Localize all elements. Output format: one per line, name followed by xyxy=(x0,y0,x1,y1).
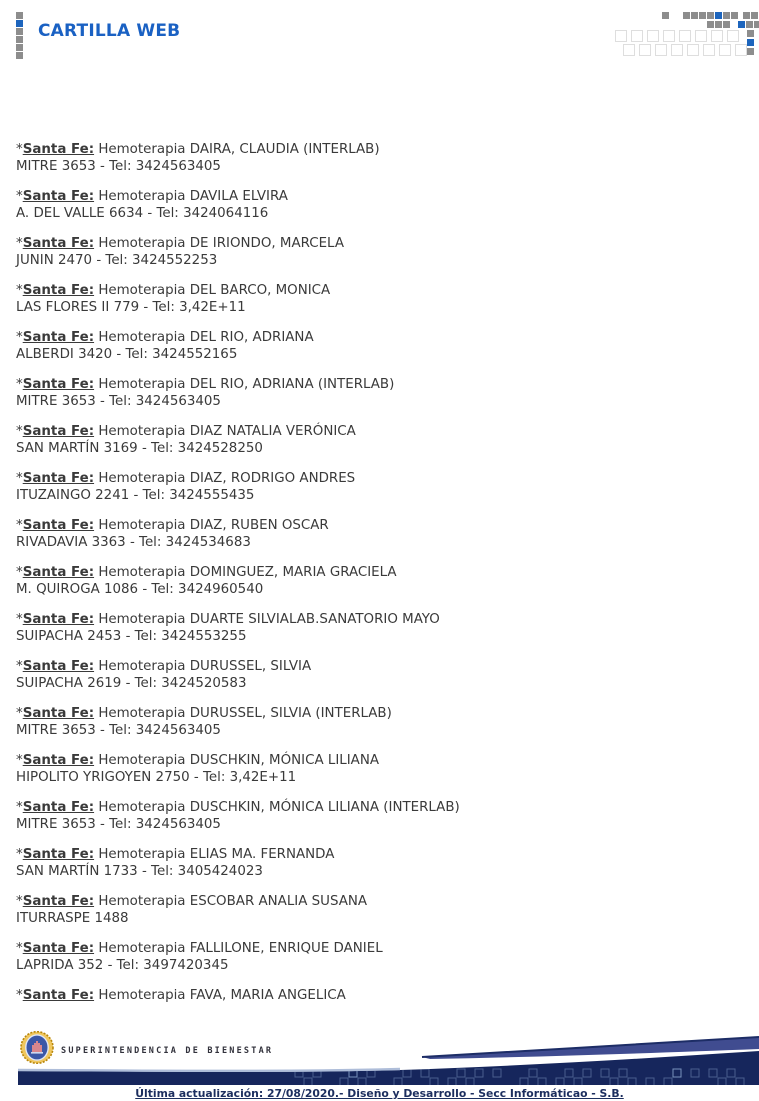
entry-line1 xyxy=(16,752,751,769)
provider-entry xyxy=(16,188,751,222)
entry-line1 xyxy=(16,329,751,346)
entry-line1 xyxy=(16,799,751,816)
entry-text: Hemoterapia DAIRA, CLAUDIA (INTERLAB) xyxy=(94,142,380,157)
entry-address: A. DEL VALLE 6634 - Tel: 3424064116 xyxy=(16,206,269,221)
entry-text: Hemoterapia DE IRIONDO, MARCELA xyxy=(94,236,344,251)
entry-prefix: * xyxy=(16,565,23,580)
entry-text: Hemoterapia FAVA, MARIA ANGELICA xyxy=(94,988,346,1003)
entry-prefix: * xyxy=(16,753,23,768)
entry-line1 xyxy=(16,376,751,393)
entry-prefix: * xyxy=(16,142,23,157)
entry-address: SAN MARTÍN 1733 - Tel: 3405424023 xyxy=(16,864,263,879)
province-label: Santa Fe: xyxy=(22,377,95,392)
entry-text: Hemoterapia DIAZ NATALIA VERÓNICA xyxy=(94,424,356,439)
entry-prefix: * xyxy=(16,800,23,815)
province-label: Santa Fe: xyxy=(22,189,95,204)
entry-address: MITRE 3653 - Tel: 3424563405 xyxy=(16,817,221,832)
entry-prefix: * xyxy=(16,471,23,486)
entry-prefix: * xyxy=(16,706,23,721)
last-update-text: Última actualización: 27/08/2020.- Diseño y Desarrollo - Secc Informáticao - S.B. xyxy=(135,1087,624,1100)
entry-address: MITRE 3653 - Tel: 3424563405 xyxy=(16,394,221,409)
entry-line1 xyxy=(16,705,751,722)
entry-text: Hemoterapia DUSCHKIN, MÓNICA LILIANA xyxy=(94,753,380,768)
entry-line1 xyxy=(16,235,751,252)
entry-text: Hemoterapia DIAZ, RUBEN OSCAR xyxy=(94,518,329,533)
province-label: Santa Fe: xyxy=(22,330,95,345)
entry-address: M. QUIROGA 1086 - Tel: 3424960540 xyxy=(16,582,264,597)
entry-prefix: * xyxy=(16,894,23,909)
entry-text: Hemoterapia FALLILONE, ENRIQUE DANIEL xyxy=(94,941,383,956)
entry-text: Hemoterapia DAVILA ELVIRA xyxy=(94,189,288,204)
provider-entry xyxy=(16,940,751,974)
entry-prefix: * xyxy=(16,424,23,439)
entry-line1 xyxy=(16,141,751,158)
entry-line1 xyxy=(16,893,751,910)
province-label: Santa Fe: xyxy=(22,659,95,674)
entry-line1 xyxy=(16,517,751,534)
mosaic-decoration-icon xyxy=(615,8,759,60)
provider-entry xyxy=(16,564,751,598)
entry-line1 xyxy=(16,846,751,863)
entry-line1 xyxy=(16,470,751,487)
province-label: Santa Fe: xyxy=(22,894,95,909)
province-label: Santa Fe: xyxy=(22,142,95,157)
province-label: Santa Fe: xyxy=(22,847,95,862)
province-label: Santa Fe: xyxy=(22,236,95,251)
entry-prefix: * xyxy=(16,283,23,298)
provider-entry xyxy=(16,611,751,645)
provider-entry xyxy=(16,282,751,316)
provider-entry xyxy=(16,799,751,833)
province-label: Santa Fe: xyxy=(22,941,95,956)
entry-line1 xyxy=(16,423,751,440)
entry-address: MITRE 3653 - Tel: 3424563405 xyxy=(16,723,221,738)
provider-entry xyxy=(16,752,751,786)
entry-address: ITURRASPE 1488 xyxy=(16,911,129,926)
entry-address: SUIPACHA 2453 - Tel: 3424553255 xyxy=(16,629,247,644)
provider-list xyxy=(16,141,751,1017)
entry-address: JUNIN 2470 - Tel: 3424552253 xyxy=(16,253,218,268)
entry-text: Hemoterapia DUARTE SILVIALAB.SANATORIO MAYO xyxy=(94,612,440,627)
logo-squares-icon xyxy=(16,12,24,62)
province-label: Santa Fe: xyxy=(22,706,95,721)
entry-text: Hemoterapia DUSCHKIN, MÓNICA LILIANA (INTERLAB) xyxy=(94,800,460,815)
entry-text: Hemoterapia DOMINGUEZ, MARIA GRACIELA xyxy=(94,565,397,580)
entry-text: Hemoterapia DIAZ, RODRIGO ANDRES xyxy=(94,471,356,486)
province-label: Santa Fe: xyxy=(22,424,95,439)
entry-prefix: * xyxy=(16,612,23,627)
entry-address: LAS FLORES II 779 - Tel: 3,42E+11 xyxy=(16,300,246,315)
province-label: Santa Fe: xyxy=(22,988,95,1003)
entry-line1 xyxy=(16,940,751,957)
entry-line1 xyxy=(16,564,751,581)
entry-prefix: * xyxy=(16,518,23,533)
entry-address: HIPOLITO YRIGOYEN 2750 - Tel: 3,42E+11 xyxy=(16,770,297,785)
province-label: Santa Fe: xyxy=(22,518,95,533)
entry-address: MITRE 3653 - Tel: 3424563405 xyxy=(16,159,221,174)
province-label: Santa Fe: xyxy=(22,800,95,815)
provider-entry xyxy=(16,376,751,410)
entry-address: SAN MARTÍN 3169 - Tel: 3424528250 xyxy=(16,441,263,456)
entry-prefix: * xyxy=(16,847,23,862)
swoosh-band xyxy=(18,1051,759,1085)
entry-address: RIVADAVIA 3363 - Tel: 3424534683 xyxy=(16,535,251,550)
provider-entry xyxy=(16,141,751,175)
province-label: Santa Fe: xyxy=(22,283,95,298)
provider-entry xyxy=(16,423,751,457)
entry-prefix: * xyxy=(16,377,23,392)
entry-prefix: * xyxy=(16,659,23,674)
entry-text: Hemoterapia DEL RIO, ADRIANA xyxy=(94,330,314,345)
province-label: Santa Fe: xyxy=(22,471,95,486)
provider-entry xyxy=(16,893,751,927)
entry-line1 xyxy=(16,987,751,1004)
entry-line1 xyxy=(16,282,751,299)
province-label: Santa Fe: xyxy=(22,753,95,768)
entry-text: Hemoterapia DURUSSEL, SILVIA (INTERLAB) xyxy=(94,706,392,721)
entry-line1 xyxy=(16,611,751,628)
entry-prefix: * xyxy=(16,236,23,251)
province-label: Santa Fe: xyxy=(22,612,95,627)
entry-text: Hemoterapia DEL RIO, ADRIANA (INTERLAB) xyxy=(94,377,395,392)
entry-address: SUIPACHA 2619 - Tel: 3424520583 xyxy=(16,676,247,691)
entry-prefix: * xyxy=(16,189,23,204)
provider-entry xyxy=(16,235,751,269)
entry-address: LAPRIDA 352 - Tel: 3497420345 xyxy=(16,958,229,973)
entry-text: Hemoterapia ESCOBAR ANALIA SUSANA xyxy=(94,894,368,909)
page-title: CARTILLA WEB xyxy=(38,21,181,41)
entry-address: ALBERDI 3420 - Tel: 3424552165 xyxy=(16,347,238,362)
footer-swoosh xyxy=(0,1036,759,1086)
org-name: SUPERINTENDENCIA DE BIENESTAR xyxy=(61,1046,274,1056)
province-label: Santa Fe: xyxy=(22,565,95,580)
provider-entry xyxy=(16,470,751,504)
entry-line1 xyxy=(16,658,751,675)
entry-address: ITUZAINGO 2241 - Tel: 3424555435 xyxy=(16,488,255,503)
entry-prefix: * xyxy=(16,988,23,1003)
provider-entry xyxy=(16,846,751,880)
provider-entry xyxy=(16,658,751,692)
entry-text: Hemoterapia ELIAS MA. FERNANDA xyxy=(94,847,335,862)
entry-prefix: * xyxy=(16,941,23,956)
entry-prefix: * xyxy=(16,330,23,345)
provider-entry xyxy=(16,517,751,551)
entry-line1 xyxy=(16,188,751,205)
entry-text: Hemoterapia DURUSSEL, SILVIA xyxy=(94,659,312,674)
provider-entry xyxy=(16,987,751,1004)
provider-entry xyxy=(16,705,751,739)
provider-entry xyxy=(16,329,751,363)
entry-text: Hemoterapia DEL BARCO, MONICA xyxy=(94,283,331,298)
